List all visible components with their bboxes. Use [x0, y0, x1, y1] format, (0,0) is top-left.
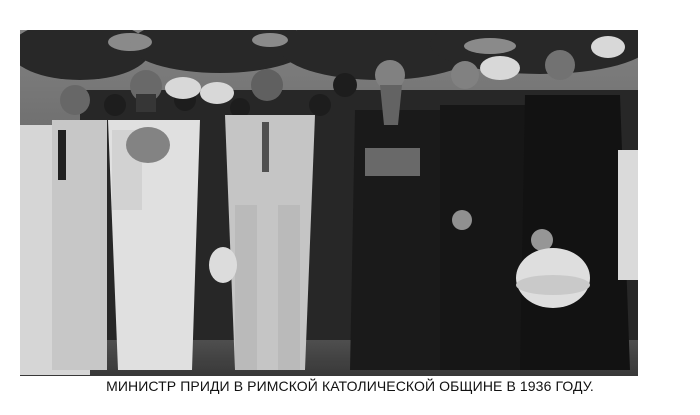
photo-illustration [20, 30, 638, 376]
photo-caption: МИНИСТР ПРИДИ В РИМСКОЙ КАТОЛИЧЕСКОЙ ОБЩИНЕ В 1936 ГОДУ. [106, 378, 594, 394]
historical-photograph [20, 30, 638, 376]
